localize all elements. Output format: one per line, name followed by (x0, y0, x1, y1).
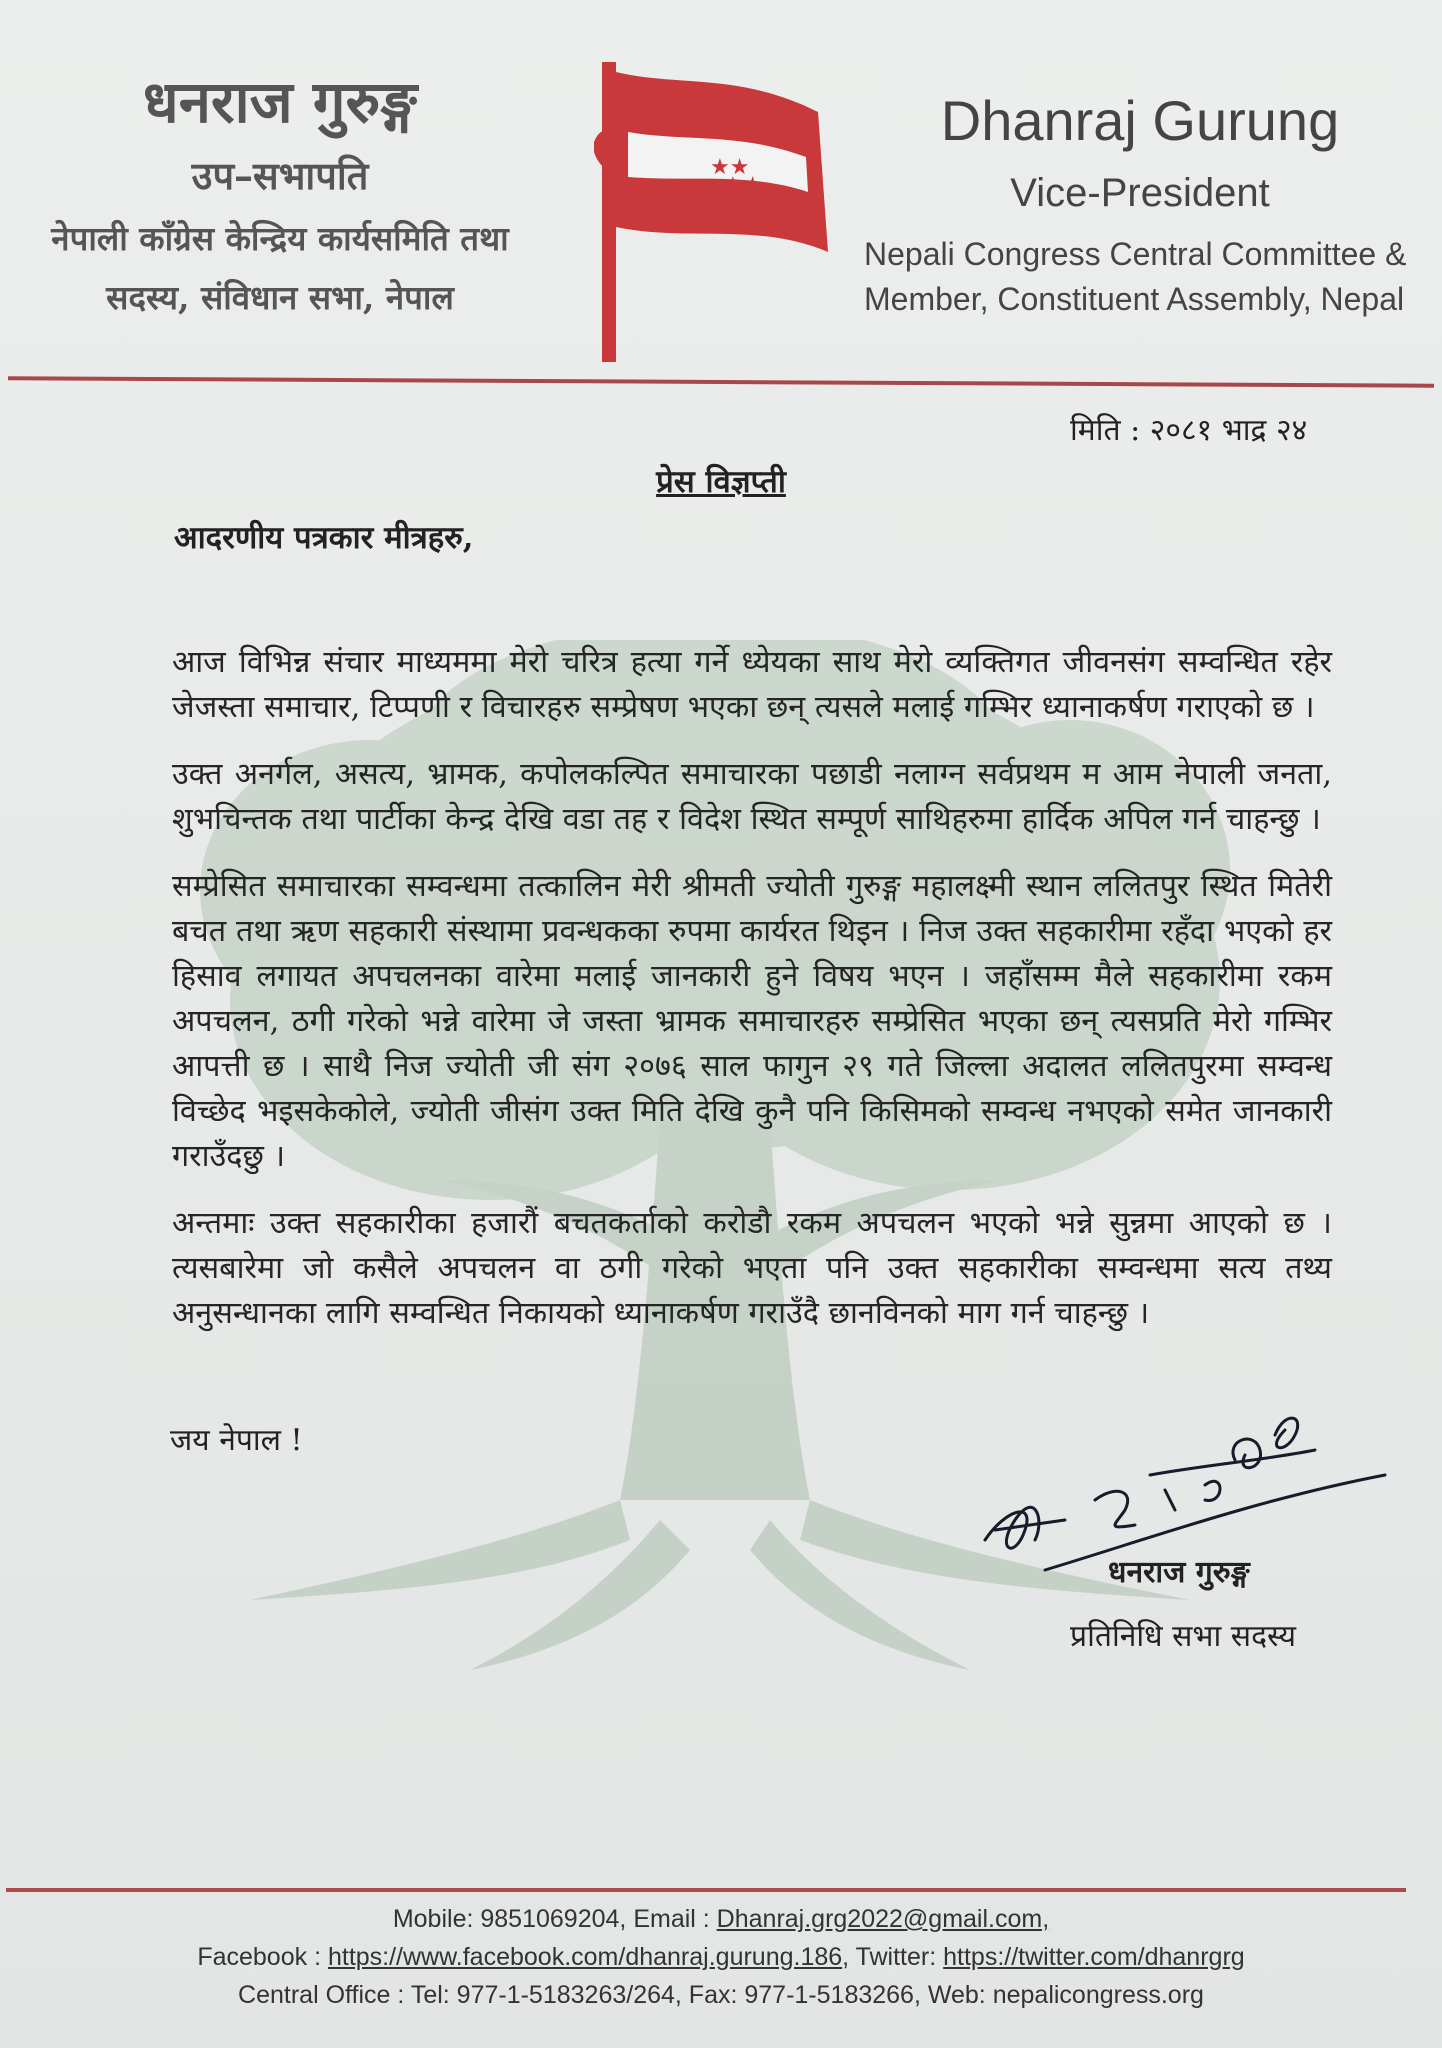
footer-line1 (0, 1900, 1442, 1938)
footer-divider (6, 1888, 1406, 1892)
footer-line2 (0, 1938, 1442, 1976)
signatory-role: प्रतिनिधि सभा सदस्य (1070, 1619, 1297, 1654)
header-name-english: Dhanraj Gurung (940, 89, 1340, 152)
header-title-nepali: उप–सभापति (191, 153, 369, 198)
header-name-nepali: धनराज गुरुङ्ग (143, 68, 417, 136)
letter-paragraph: सम्प्रेसित समाचारका सम्वन्धमा तत्कालिन मेरी श्रीमती ज्योती गुरुङ्ग महालक्ष्मी स्थान ललितपुर स्थित मितेरी बचत तथा ऋण सहकारी संस्थामा प्रवन्धकका रुपमा कार्यरत थिइन । निज उक्त सहकारीमा रहँदा भएको हर हिसाव लगायत अपचलनका वारेमा मलाई जानकारी हुने विषय भएन । जहाँसम्म मैले सहकारीमा रकम अपचलन, ठगी गरेको भन्ने वारेमा जे जस्ता भ्रामक समाचारहरु सम्प्रेसित भएका छन् त्यसप्रति मेरो गम्भिर आपत्ती छ । साथै निज ज्योती जी संग २०७६ साल फागुन २९ गते जिल्ला अदालत ललितपुरमा सम्वन्ध विच्छेद भइसकेकोले, ज्योती जीसंग उक्त मिति देखि कुनै पनि किसिमको सम्वन्ध नभएको समेत जानकारी गराउँदछु । (172, 869, 1332, 1174)
facebook-link[interactable]: https://www.facebook.com/dhanraj.gurung.186 (327, 1943, 843, 1971)
email-label: Email : (633, 1905, 710, 1933)
letter-paragraph: आज विभिन्न संचार माध्यममा मेरो चरित्र हत्या गर्ने ध्येयका साथ मेरो व्यक्तिगत जीवनसंग सम्वन्धित रहेर जेजस्ता समाचार, टिप्पणी र विचारहरु सम्प्रेषण भएका छन् त्यसले मलाई गम्भिर ध्यानाकर्षण गराएको छ । (172, 645, 1332, 725)
header-title-english: Vice-President (1010, 171, 1270, 215)
twitter-link[interactable]: https://twitter.com/dhanrgrg (943, 1943, 1245, 1971)
letter-salutation: आदरणीय पत्रकार मीत्रहरु, (174, 520, 474, 556)
signatory-name: धनराज गुरुङ्ग (1108, 1555, 1250, 1590)
letter-date: मिति : २०८१ भाद्र २४ (1070, 413, 1308, 448)
header-org-line1-nepali: नेपाली काँग्रेस केन्द्रिय कार्यसमिति तथा (51, 219, 509, 258)
twitter-label: , Twitter: (842, 1943, 937, 1971)
letter-paragraph: अन्तमाः उक्त सहकारीका हजारौं बचतकर्ताको करोडौ रकम अपचलन भएको भन्ने सुन्नमा आएको छ । त्यसबारेमा जो कसैले अपचलन वा ठगी गरेको भएता पनि उक्त सहकारीका सम्वन्धमा सत्य तथ्य अनुसन्धानका लागि सम्वन्धित निकायको ध्यानाकर्षण गराउँदै छानविनको माग गर्न चाहन्छु । (172, 1206, 1332, 1331)
header-org-line2-english: Member, Constituent Assembly, Nepal (864, 281, 1405, 317)
header-org-line1-english: Nepali Congress Central Committee & (864, 236, 1407, 272)
footer-line3: Central Office : Tel: 977-1-5183263/264, Fax: 977-1-5183266, Web: nepalicongress.org (238, 1981, 1204, 2009)
letter-closing: जय नेपाल ! (170, 1423, 303, 1458)
header-org-line2-nepali: सदस्य, संविधान सभा, नेपाल (106, 278, 454, 317)
facebook-label: Facebook : (197, 1943, 322, 1971)
mobile-label: Mobile: (392, 1905, 474, 1933)
mobile-number: 9851069204, (480, 1905, 627, 1933)
party-flag-icon (588, 52, 838, 362)
svg-text:★★: ★★ (710, 155, 750, 180)
letter-paragraph: उक्त अनर्गल, असत्य, भ्रामक, कपोलकल्पित समाचारका पछाडी नलाग्न सर्वप्रथम म आम नेपाली जनता, शुभचिन्तक तथा पार्टीका केन्द्र देखि वडा तह र विदेश स्थित सम्पूर्ण साथिहरुमा हार्दिक अपिल गर्न चाहन्छु । (172, 757, 1332, 837)
svg-text:★★: ★★ (723, 173, 763, 198)
letter-body (172, 640, 1332, 1358)
letter-subject (0, 460, 1442, 502)
header-divider (8, 376, 1434, 387)
email-link[interactable]: Dhanraj.grg2022@gmail.com, (716, 1905, 1050, 1933)
header-english (860, 88, 1420, 318)
header-nepali (0, 60, 560, 319)
letter-subject-text: प्रेस विज्ञप्ती (656, 464, 786, 500)
footer-contact (0, 1900, 1442, 2014)
